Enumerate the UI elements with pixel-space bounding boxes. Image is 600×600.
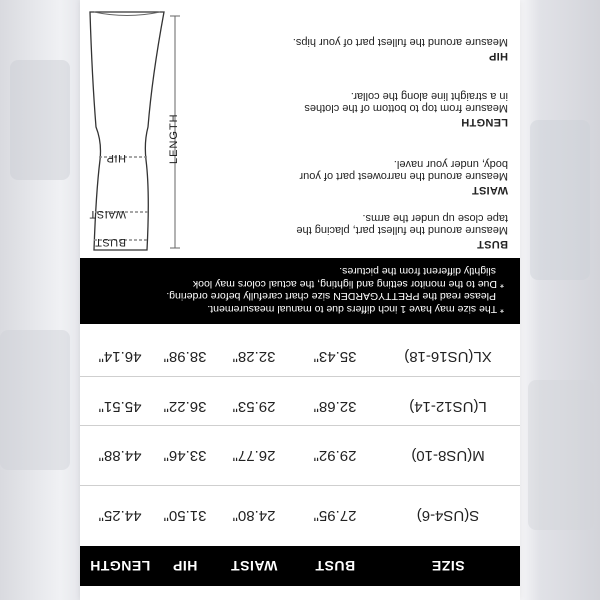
length-definition xyxy=(238,90,508,129)
size-chart-sheet xyxy=(80,0,520,600)
length-cell: 45.51" xyxy=(98,398,142,415)
length-term: LENGTH xyxy=(460,116,508,128)
header-size: SIZE xyxy=(431,558,465,574)
length-description: Measure from top to bottom of the clothes xyxy=(304,102,508,115)
bust-cell: 27.95" xyxy=(313,507,357,524)
background-shape xyxy=(528,380,594,530)
waist-cell: 24.80" xyxy=(232,507,276,524)
size-cell: M(US8-10) xyxy=(411,447,485,464)
figure-waist-label: WAIST xyxy=(89,208,126,220)
note-line: * Due to the monitor setting and lighting, the actual colors may look xyxy=(192,278,504,290)
size-cell: XL(US16-18) xyxy=(404,348,492,365)
note-line: * The size may have 1 inch differs due to manual measurement. xyxy=(207,303,504,315)
note-line: Please read the PRETTYGARDEN size chart carefully before ordering. xyxy=(166,290,496,303)
waist-cell: 32.28" xyxy=(232,348,276,365)
bust-description: tape close up under the arms. xyxy=(362,212,508,224)
figure-bust-label: BUST xyxy=(94,236,126,248)
bust-cell: 32.68" xyxy=(313,398,357,415)
header-length: LENGTH xyxy=(89,558,151,574)
hip-cell: 31.50" xyxy=(163,507,207,524)
background-shape xyxy=(0,330,70,470)
table-row xyxy=(80,327,520,387)
header-hip: HIP xyxy=(172,558,198,574)
leggings-figure xyxy=(80,4,230,252)
waist-description: Measure around the narrowest part of your xyxy=(299,170,508,183)
background-shape xyxy=(10,60,70,180)
bust-term: BUST xyxy=(476,238,508,250)
hip-cell: 33.46" xyxy=(163,447,207,464)
waist-description: body, under your navel. xyxy=(393,158,508,170)
waist-term: WAIST xyxy=(471,184,508,196)
measurement-guide xyxy=(80,0,520,258)
table-row xyxy=(80,486,520,546)
length-cell: 44.88" xyxy=(98,447,142,464)
figure-length-label: LENGTH xyxy=(168,113,180,164)
length-description: in a straight line along the collar. xyxy=(350,90,508,102)
header-bust: BUST xyxy=(314,558,356,574)
figure-hip-label: HIP xyxy=(106,152,126,164)
waist-cell: 26.77" xyxy=(232,447,276,464)
bust-description: Measure around the fullest part, placing the xyxy=(296,224,508,237)
table-header-row xyxy=(80,546,520,586)
length-cell: 46.14" xyxy=(98,348,142,365)
notes-box xyxy=(80,258,520,324)
bust-cell: 29.92" xyxy=(313,447,357,464)
background-shape xyxy=(530,120,590,280)
size-cell: S(US4-6) xyxy=(416,507,480,524)
length-cell: 44.25" xyxy=(98,507,142,524)
hip-cell: 36.22" xyxy=(163,398,207,415)
hip-description: Measure around the fullest part of your hips. xyxy=(292,36,508,49)
bust-cell: 35.43" xyxy=(313,348,357,365)
header-waist: WAIST xyxy=(230,558,278,574)
hip-cell: 38.98" xyxy=(163,348,207,365)
waist-cell: 29.53" xyxy=(232,398,276,415)
hip-definition xyxy=(238,36,508,62)
size-chart-content xyxy=(80,0,520,600)
waist-definition xyxy=(238,158,508,197)
bust-definition xyxy=(238,212,508,251)
note-line: slightly different from the pictures. xyxy=(339,265,496,278)
size-cell: L(US12-14) xyxy=(409,398,487,415)
hip-term: HIP xyxy=(488,50,508,62)
